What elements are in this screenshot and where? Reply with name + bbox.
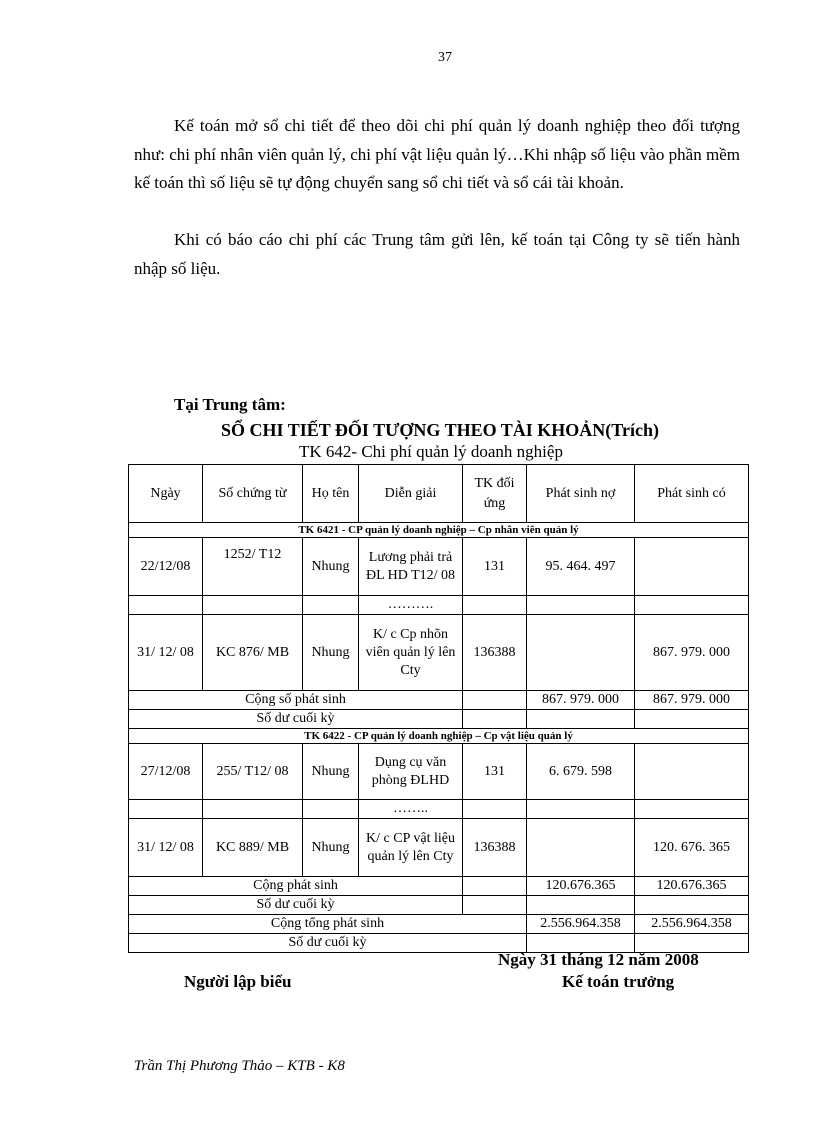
balance-row xyxy=(129,896,749,915)
cell-debit xyxy=(527,819,635,877)
balance-label: Số dư cuối kỳ xyxy=(129,710,463,729)
final-balance-label: Số dư cuối kỳ xyxy=(129,934,527,953)
page-footer: Trần Thị Phương Thảo – KTB - K8 xyxy=(134,1058,345,1074)
cell-voucher: KC 889/ MB xyxy=(203,819,303,877)
cell-description: Lương phải trả ĐL HD T12/ 08 xyxy=(359,538,463,596)
table-row xyxy=(129,800,749,819)
cell-credit: 120. 676. 365 xyxy=(635,819,749,877)
table-row xyxy=(129,538,749,596)
table-row xyxy=(129,744,749,800)
group-row xyxy=(129,729,749,744)
cell-date: 22/12/08 xyxy=(129,538,203,596)
table-row xyxy=(129,615,749,691)
grand-total-label: Cộng tổng phát sinh xyxy=(129,915,527,934)
ledger-table xyxy=(128,464,749,953)
cell-date: 31/ 12/ 08 xyxy=(129,615,203,691)
total-debit: 120.676.365 xyxy=(527,877,635,896)
cell-debit xyxy=(527,615,635,691)
cell-debit: 6. 679. 598 xyxy=(527,744,635,800)
body-paragraph-1: Kế toán mở sổ chi tiết để theo dõi chi phí quản lý doanh nghiệp theo đối tượng như: chi phí nhân viên quản lý, chi phí vật liệu quản lý…Khi nhập số liệu vào phần mềm kế toán thì số liệu sẽ tự động chuyển sang sổ chi tiết và sổ cái tài khoản. xyxy=(134,116,740,192)
header-contra-account: TK đối ứng xyxy=(463,465,527,523)
total-row xyxy=(129,691,749,710)
cell-ellipsis: …….. xyxy=(359,800,463,819)
balance-label: Số dư cuối kỳ xyxy=(129,896,463,915)
header-description: Diễn giải xyxy=(359,465,463,523)
cell-credit: 867. 979. 000 xyxy=(635,615,749,691)
grand-total-debit: 2.556.964.358 xyxy=(527,915,635,934)
signer-chief-accountant: Kế toán trưởng xyxy=(562,972,675,991)
table-header-row xyxy=(129,465,749,523)
ledger-subtitle: TK 642- Chi phí quản lý doanh nghiệp xyxy=(299,442,563,461)
total-credit: 867. 979. 000 xyxy=(635,691,749,710)
page-number: 37 xyxy=(438,50,452,65)
total-label: Cộng số phát sinh xyxy=(129,691,463,710)
cell-voucher: KC 876/ MB xyxy=(203,615,303,691)
cell-credit xyxy=(635,538,749,596)
cell-voucher: 1252/ T12 xyxy=(203,538,303,596)
cell-date: 31/ 12/ 08 xyxy=(129,819,203,877)
cell-debit: 95. 464. 497 xyxy=(527,538,635,596)
header-name: Họ tên xyxy=(303,465,359,523)
total-row xyxy=(129,877,749,896)
cell-contra-account: 131 xyxy=(463,744,527,800)
cell-voucher: 255/ T12/ 08 xyxy=(203,744,303,800)
cell-contra-account: 136388 xyxy=(463,615,527,691)
cell-credit xyxy=(635,744,749,800)
cell-name: Nhung xyxy=(303,615,359,691)
group-label-6422: TK 6422 - CP quản lý doanh nghiệp – Cp vật liệu quản lý xyxy=(129,729,749,744)
header-voucher: Số chứng từ xyxy=(203,465,303,523)
cell-contra-account: 131 xyxy=(463,538,527,596)
cell-name: Nhung xyxy=(303,819,359,877)
ledger-title: SỔ CHI TIẾT ĐỐI TƯỢNG THEO TÀI KHOẢN(Trích) xyxy=(221,420,659,440)
group-label-6421: TK 6421 - CP quản lý doanh nghiệp – Cp nhân viên quản lý xyxy=(129,523,749,538)
grand-total-credit: 2.556.964.358 xyxy=(635,915,749,934)
balance-row xyxy=(129,710,749,729)
body-paragraph-2: Khi có báo cáo chi phí các Trung tâm gửi lên, kế toán tại Công ty sẽ tiến hành nhập số liệu. xyxy=(134,230,740,278)
cell-ellipsis: ………. xyxy=(359,596,463,615)
header-date: Ngày xyxy=(129,465,203,523)
cell-name: Nhung xyxy=(303,538,359,596)
cell-description: K/ c CP vật liệu quản lý lên Cty xyxy=(359,819,463,877)
grand-total-row xyxy=(129,915,749,934)
header-credit: Phát sinh có xyxy=(635,465,749,523)
signer-preparer: Người lập biểu xyxy=(184,972,292,991)
cell-description: K/ c Cp nhõn viên quản lý lên Cty xyxy=(359,615,463,691)
cell-description: Dụng cụ văn phòng ĐLHD xyxy=(359,744,463,800)
total-credit: 120.676.365 xyxy=(635,877,749,896)
total-label: Cộng phát sinh xyxy=(129,877,463,896)
cell-name: Nhung xyxy=(303,744,359,800)
group-row xyxy=(129,523,749,538)
section-label: Tại Trung tâm: xyxy=(174,395,286,414)
signature-date: Ngày 31 tháng 12 năm 2008 xyxy=(498,950,699,969)
cell-contra-account: 136388 xyxy=(463,819,527,877)
header-debit: Phát sinh nợ xyxy=(527,465,635,523)
table-row xyxy=(129,596,749,615)
total-debit: 867. 979. 000 xyxy=(527,691,635,710)
cell-date: 27/12/08 xyxy=(129,744,203,800)
table-row xyxy=(129,819,749,877)
